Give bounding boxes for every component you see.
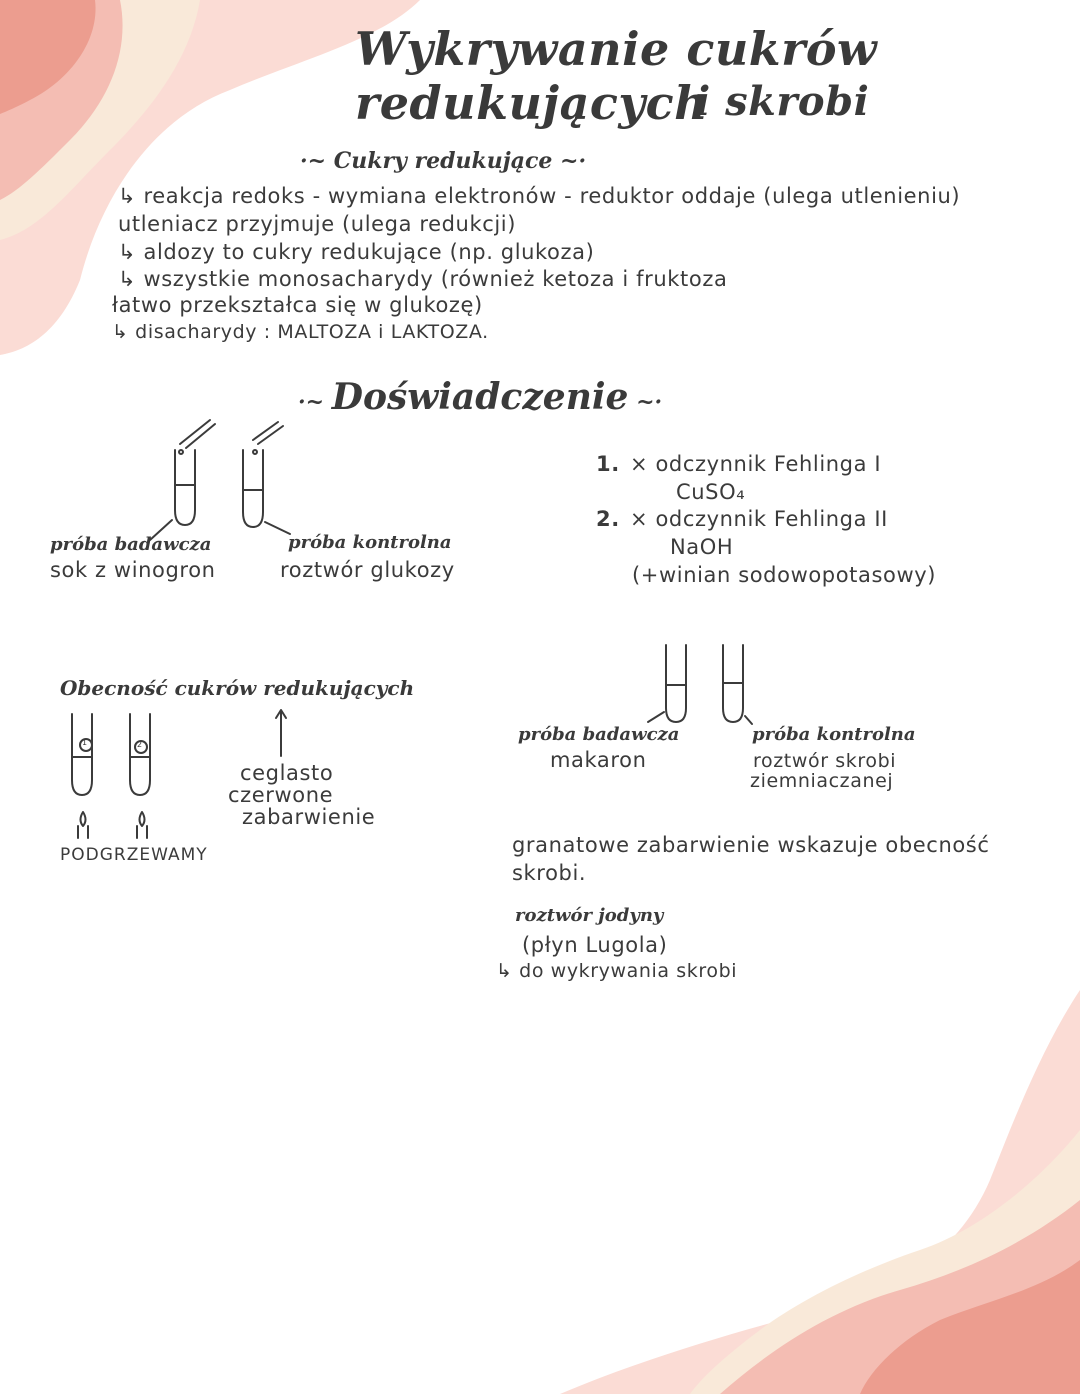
reagent-1-number: 1.	[596, 452, 620, 476]
label-control-content: roztwór glukozy	[280, 558, 455, 582]
result-line-2: czerwone	[228, 783, 334, 807]
test-tube-control	[243, 450, 263, 527]
test-tube-sample	[175, 450, 195, 525]
heading-tilde-right: ~·	[552, 148, 587, 174]
tube-2-number: 2	[137, 740, 143, 749]
iodine-line-2: ↳ do wykrywania skrobi	[496, 960, 738, 982]
dropper-icon	[179, 420, 215, 454]
heading-tilde-left: ·~	[300, 148, 334, 174]
test-tube-1	[72, 714, 92, 795]
iodine-line-1: (płyn Lugola)	[522, 933, 668, 957]
label-test-content: sok z winogron	[50, 558, 216, 582]
tube-1-number: 1	[82, 738, 88, 747]
heating-label: PODGRZEWAMY	[60, 845, 208, 865]
section1-heading-text: Cukry redukujące	[333, 148, 553, 174]
starch-conclusion-line-1: granatowe zabarwienie wskazuje obecność	[512, 833, 990, 857]
dropper-icon	[253, 422, 283, 454]
pointer-line	[745, 716, 752, 724]
pointer-line	[648, 712, 664, 722]
reagent-2-extra: (+winian sodowopotasowy)	[632, 563, 937, 587]
starch-label-test-sample: próba badawcza	[518, 724, 680, 745]
burner-icon	[78, 812, 88, 838]
reagent-1-name: × odczynnik Fehlinga I	[630, 452, 882, 476]
section1-line-6: ↳ disacharydy : MALTOZA i LAKTOZA.	[112, 321, 489, 343]
section1-line-4: ↳ wszystkie monosacharydy (również ketoza i fruktoza	[118, 267, 728, 291]
reagent-2-formula: NaOH	[670, 535, 734, 559]
section2-heading-text: Doświadczenie	[331, 376, 629, 418]
label-test-sample: próba badawcza	[50, 534, 212, 555]
reagent-2-name: × odczynnik Fehlinga II	[630, 507, 888, 531]
label-control-sample: próba kontrolna	[288, 532, 452, 553]
arrow-up-icon	[276, 710, 286, 756]
starch-label-test-content: makaron	[550, 748, 647, 772]
section1-line-1: ↳ reakcja redoks - wymiana elektronów - reduktor oddaje (ulega utlenieniu)	[118, 184, 961, 208]
burner-icon	[137, 812, 147, 838]
iodine-heading: roztwór jodyny	[515, 905, 664, 926]
test-tube-2	[130, 714, 150, 795]
test-tube-starch-control	[723, 645, 743, 722]
heading2-tilde-left: ·~	[298, 389, 332, 415]
page-title-line1: Wykrywanie cukrów redukujących	[355, 22, 878, 130]
test-tube-starch-sample	[666, 645, 686, 722]
starch-conclusion-line-2: skrobi.	[512, 861, 587, 885]
result-line-3: zabarwienie	[242, 805, 376, 829]
reagent-1-formula: CuSO₄	[676, 480, 746, 504]
result-line-1: ceglasto	[240, 761, 334, 785]
page-title-line2: i skrobi	[695, 78, 870, 125]
starch-label-control-content-2: ziemniaczanej	[750, 770, 894, 792]
starch-label-control-content-1: roztwór skrobi	[753, 750, 897, 772]
section1-line-2: utleniacz przyjmuje (ulega redukcji)	[118, 212, 517, 236]
heading2-tilde-right: ~·	[628, 389, 663, 415]
section1-line-3: ↳ aldozy to cukry redukujące (np. glukoza)	[118, 240, 595, 264]
pointer-line	[265, 522, 290, 534]
starch-label-control-sample: próba kontrolna	[752, 724, 916, 745]
presence-heading: Obecność cukrów redukujących	[60, 676, 415, 700]
reagent-2-number: 2.	[596, 507, 620, 531]
section1-line-5: łatwo przekształca się w glukozę)	[112, 293, 483, 317]
